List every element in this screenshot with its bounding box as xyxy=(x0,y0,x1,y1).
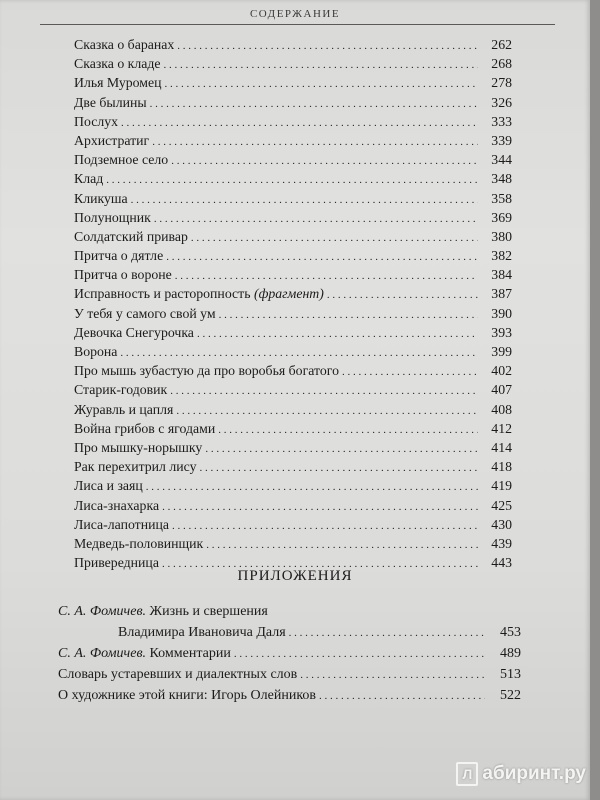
entry-title-text: Притча о дятле xyxy=(74,248,164,264)
entry-title-text: Исправность и расторопность xyxy=(74,286,251,302)
entry-title xyxy=(74,208,154,227)
page-number: 443 xyxy=(491,555,512,571)
page-number: 414 xyxy=(491,439,512,455)
entry-title-text: Привередница xyxy=(74,555,159,571)
contents-entry[interactable] xyxy=(74,131,512,150)
page-number: 393 xyxy=(491,324,512,340)
page-number: 344 xyxy=(491,152,512,168)
page-number: 419 xyxy=(491,478,512,494)
contents-entry[interactable] xyxy=(74,246,512,265)
contents-entry[interactable] xyxy=(74,189,512,208)
entry-title-text: Про мышку-норышку xyxy=(74,439,203,455)
appendix-title: О художнике этой книги: Игорь Олейников xyxy=(58,688,317,703)
appendix-author: С. А. Фомичев. xyxy=(58,604,147,619)
contents-entry[interactable] xyxy=(74,169,512,188)
entry-title-text: Две былины xyxy=(74,94,147,110)
appendix-list xyxy=(58,601,521,706)
labirint-watermark xyxy=(456,762,586,786)
page-number: 399 xyxy=(491,344,512,359)
page-number: 408 xyxy=(491,401,512,417)
entry-title xyxy=(74,169,106,188)
page-number: 390 xyxy=(491,305,512,321)
page-number: 402 xyxy=(491,363,512,379)
entry-title-text: Сказка о кладе xyxy=(74,56,161,72)
appendix-entry-commentary[interactable] xyxy=(58,643,521,664)
dot-leader xyxy=(319,686,485,707)
entry-title xyxy=(74,323,197,342)
entry-title-text: Лиса и заяц xyxy=(74,478,143,494)
contents-entry[interactable] xyxy=(74,342,512,361)
entry-title xyxy=(74,54,164,73)
entry-title-text: Ворона xyxy=(74,344,118,359)
appendix-entry-title xyxy=(58,643,234,664)
page-number: 333 xyxy=(491,113,512,129)
contents-entry[interactable] xyxy=(74,35,512,54)
header-rule xyxy=(40,24,555,25)
entry-title-text: Лиса-лапотница xyxy=(74,516,169,532)
entry-title xyxy=(74,400,176,419)
entry-title xyxy=(74,515,172,534)
page-number: 425 xyxy=(491,497,512,513)
appendix-entry-biography[interactable] xyxy=(58,601,521,622)
entry-title-text: Подземное село xyxy=(74,152,169,168)
appendix-title-line1: Жизнь и свершения xyxy=(149,604,268,619)
contents-entry[interactable] xyxy=(74,304,512,323)
dot-leader xyxy=(300,665,485,686)
entry-title xyxy=(74,284,327,303)
contents-entry[interactable] xyxy=(74,361,512,380)
page-number: 430 xyxy=(491,516,512,532)
contents-entry[interactable] xyxy=(74,54,512,73)
page-number: 348 xyxy=(491,171,512,187)
page-number: 513 xyxy=(500,667,521,682)
entry-title xyxy=(74,361,342,380)
entry-title-text: Полунощник xyxy=(74,209,151,225)
entry-title-text: Война грибов с ягодами xyxy=(74,420,216,436)
entry-title-text: Сказка о баранах xyxy=(74,37,175,52)
entry-title xyxy=(74,419,218,438)
entry-title xyxy=(74,93,150,112)
appendix-title-line2: Владимира Ивановича Даля xyxy=(118,625,286,640)
entry-title-text: Илья Муромец xyxy=(74,75,162,91)
entry-title xyxy=(74,380,170,399)
contents-entry[interactable] xyxy=(74,534,512,553)
entry-title-text: Архистратиг xyxy=(74,132,150,148)
entry-title xyxy=(74,457,200,476)
contents-entry[interactable] xyxy=(74,73,512,92)
contents-entry[interactable] xyxy=(74,515,512,534)
entry-title-text: Клад xyxy=(74,171,104,187)
appendix-heading: ПРИЛОЖЕНИЯ xyxy=(237,568,353,584)
page-number: 522 xyxy=(500,688,521,703)
page-number: 412 xyxy=(491,420,512,436)
page-number: 278 xyxy=(491,75,512,91)
entry-title xyxy=(74,35,177,54)
entry-title xyxy=(74,150,171,169)
contents-entry[interactable] xyxy=(74,438,512,457)
entry-title xyxy=(74,534,206,553)
appendix-entry-biography-continued[interactable] xyxy=(58,622,521,643)
entry-title xyxy=(74,189,131,208)
page-number: 384 xyxy=(491,267,512,283)
entry-title xyxy=(74,265,175,284)
appendix-author: С. А. Фомичев. xyxy=(58,646,147,661)
contents-entry[interactable] xyxy=(74,419,512,438)
labirint-logo-icon: Л xyxy=(456,762,478,786)
entry-title-text: Медведь-половинщик xyxy=(74,535,204,551)
contents-entry[interactable] xyxy=(74,227,512,246)
entry-title-text: У тебя у самого свой ум xyxy=(74,305,216,321)
page-number: 387 xyxy=(491,286,512,302)
entry-title-text: Лиса-знахарка xyxy=(74,497,160,513)
contents-entry[interactable] xyxy=(74,208,512,227)
dot-leader xyxy=(234,644,485,665)
running-head: СОДЕРЖАНИЕ xyxy=(249,8,341,20)
entry-title xyxy=(74,496,162,515)
entry-note: (фрагмент) xyxy=(253,286,324,302)
entry-title-text: Притча о вороне xyxy=(74,267,172,283)
entry-title-text: Про мышь зубастую да про воробья богатого xyxy=(74,363,339,379)
entry-title-text: Послух xyxy=(74,113,119,129)
page-number: 453 xyxy=(500,625,521,640)
contents-entry[interactable] xyxy=(74,93,512,112)
page-number: 489 xyxy=(500,646,521,661)
entry-title-text: Девочка Снегурочка xyxy=(74,324,194,340)
page-number: 418 xyxy=(491,459,512,475)
contents-entry[interactable] xyxy=(74,323,512,342)
appendix-title: Словарь устаревших и диалектных слов xyxy=(58,667,298,682)
entry-title xyxy=(74,438,205,457)
entry-title xyxy=(74,476,146,495)
appendix-entry-illustrator[interactable] xyxy=(58,685,521,706)
appendix-title: Комментарии xyxy=(149,646,231,661)
contents-list xyxy=(74,35,512,572)
entry-title-text: Журавль и цапля xyxy=(74,401,174,417)
entry-title-text: Солдатский привар xyxy=(74,228,188,244)
entry-title-text: Старик-годовик xyxy=(74,382,168,398)
page-number: 268 xyxy=(491,56,512,72)
page-number: 380 xyxy=(491,228,512,244)
page-number: 326 xyxy=(491,94,512,110)
entry-title xyxy=(74,227,191,246)
entry-title xyxy=(74,304,219,323)
entry-title xyxy=(74,131,152,150)
entry-title xyxy=(74,73,165,92)
page-number: 369 xyxy=(491,209,512,225)
entry-title xyxy=(74,112,121,131)
appendix-entry-title xyxy=(58,601,271,622)
entry-title-text: Рак перехитрил лису xyxy=(74,459,197,475)
contents-entry[interactable] xyxy=(74,284,512,303)
entry-title-text: Кликуша xyxy=(74,190,128,206)
appendix-entry-glossary[interactable] xyxy=(58,664,521,685)
contents-entry[interactable] xyxy=(74,476,512,495)
contents-entry[interactable] xyxy=(74,150,512,169)
watermark-text: абиринт.ру xyxy=(482,763,586,784)
page-number: 262 xyxy=(491,37,512,52)
contents-entry[interactable] xyxy=(74,496,512,515)
contents-entry[interactable] xyxy=(74,457,512,476)
page-number: 339 xyxy=(491,132,512,148)
contents-entry[interactable] xyxy=(74,265,512,284)
dot-leader xyxy=(289,623,485,644)
page-number: 382 xyxy=(491,248,512,264)
entry-title xyxy=(74,246,166,265)
entry-title xyxy=(74,342,120,361)
page-number: 358 xyxy=(491,190,512,206)
contents-entry[interactable] xyxy=(74,112,512,131)
page-number: 439 xyxy=(491,535,512,551)
contents-entry[interactable] xyxy=(74,400,512,419)
page-number: 407 xyxy=(491,382,512,398)
contents-entry[interactable] xyxy=(74,380,512,399)
